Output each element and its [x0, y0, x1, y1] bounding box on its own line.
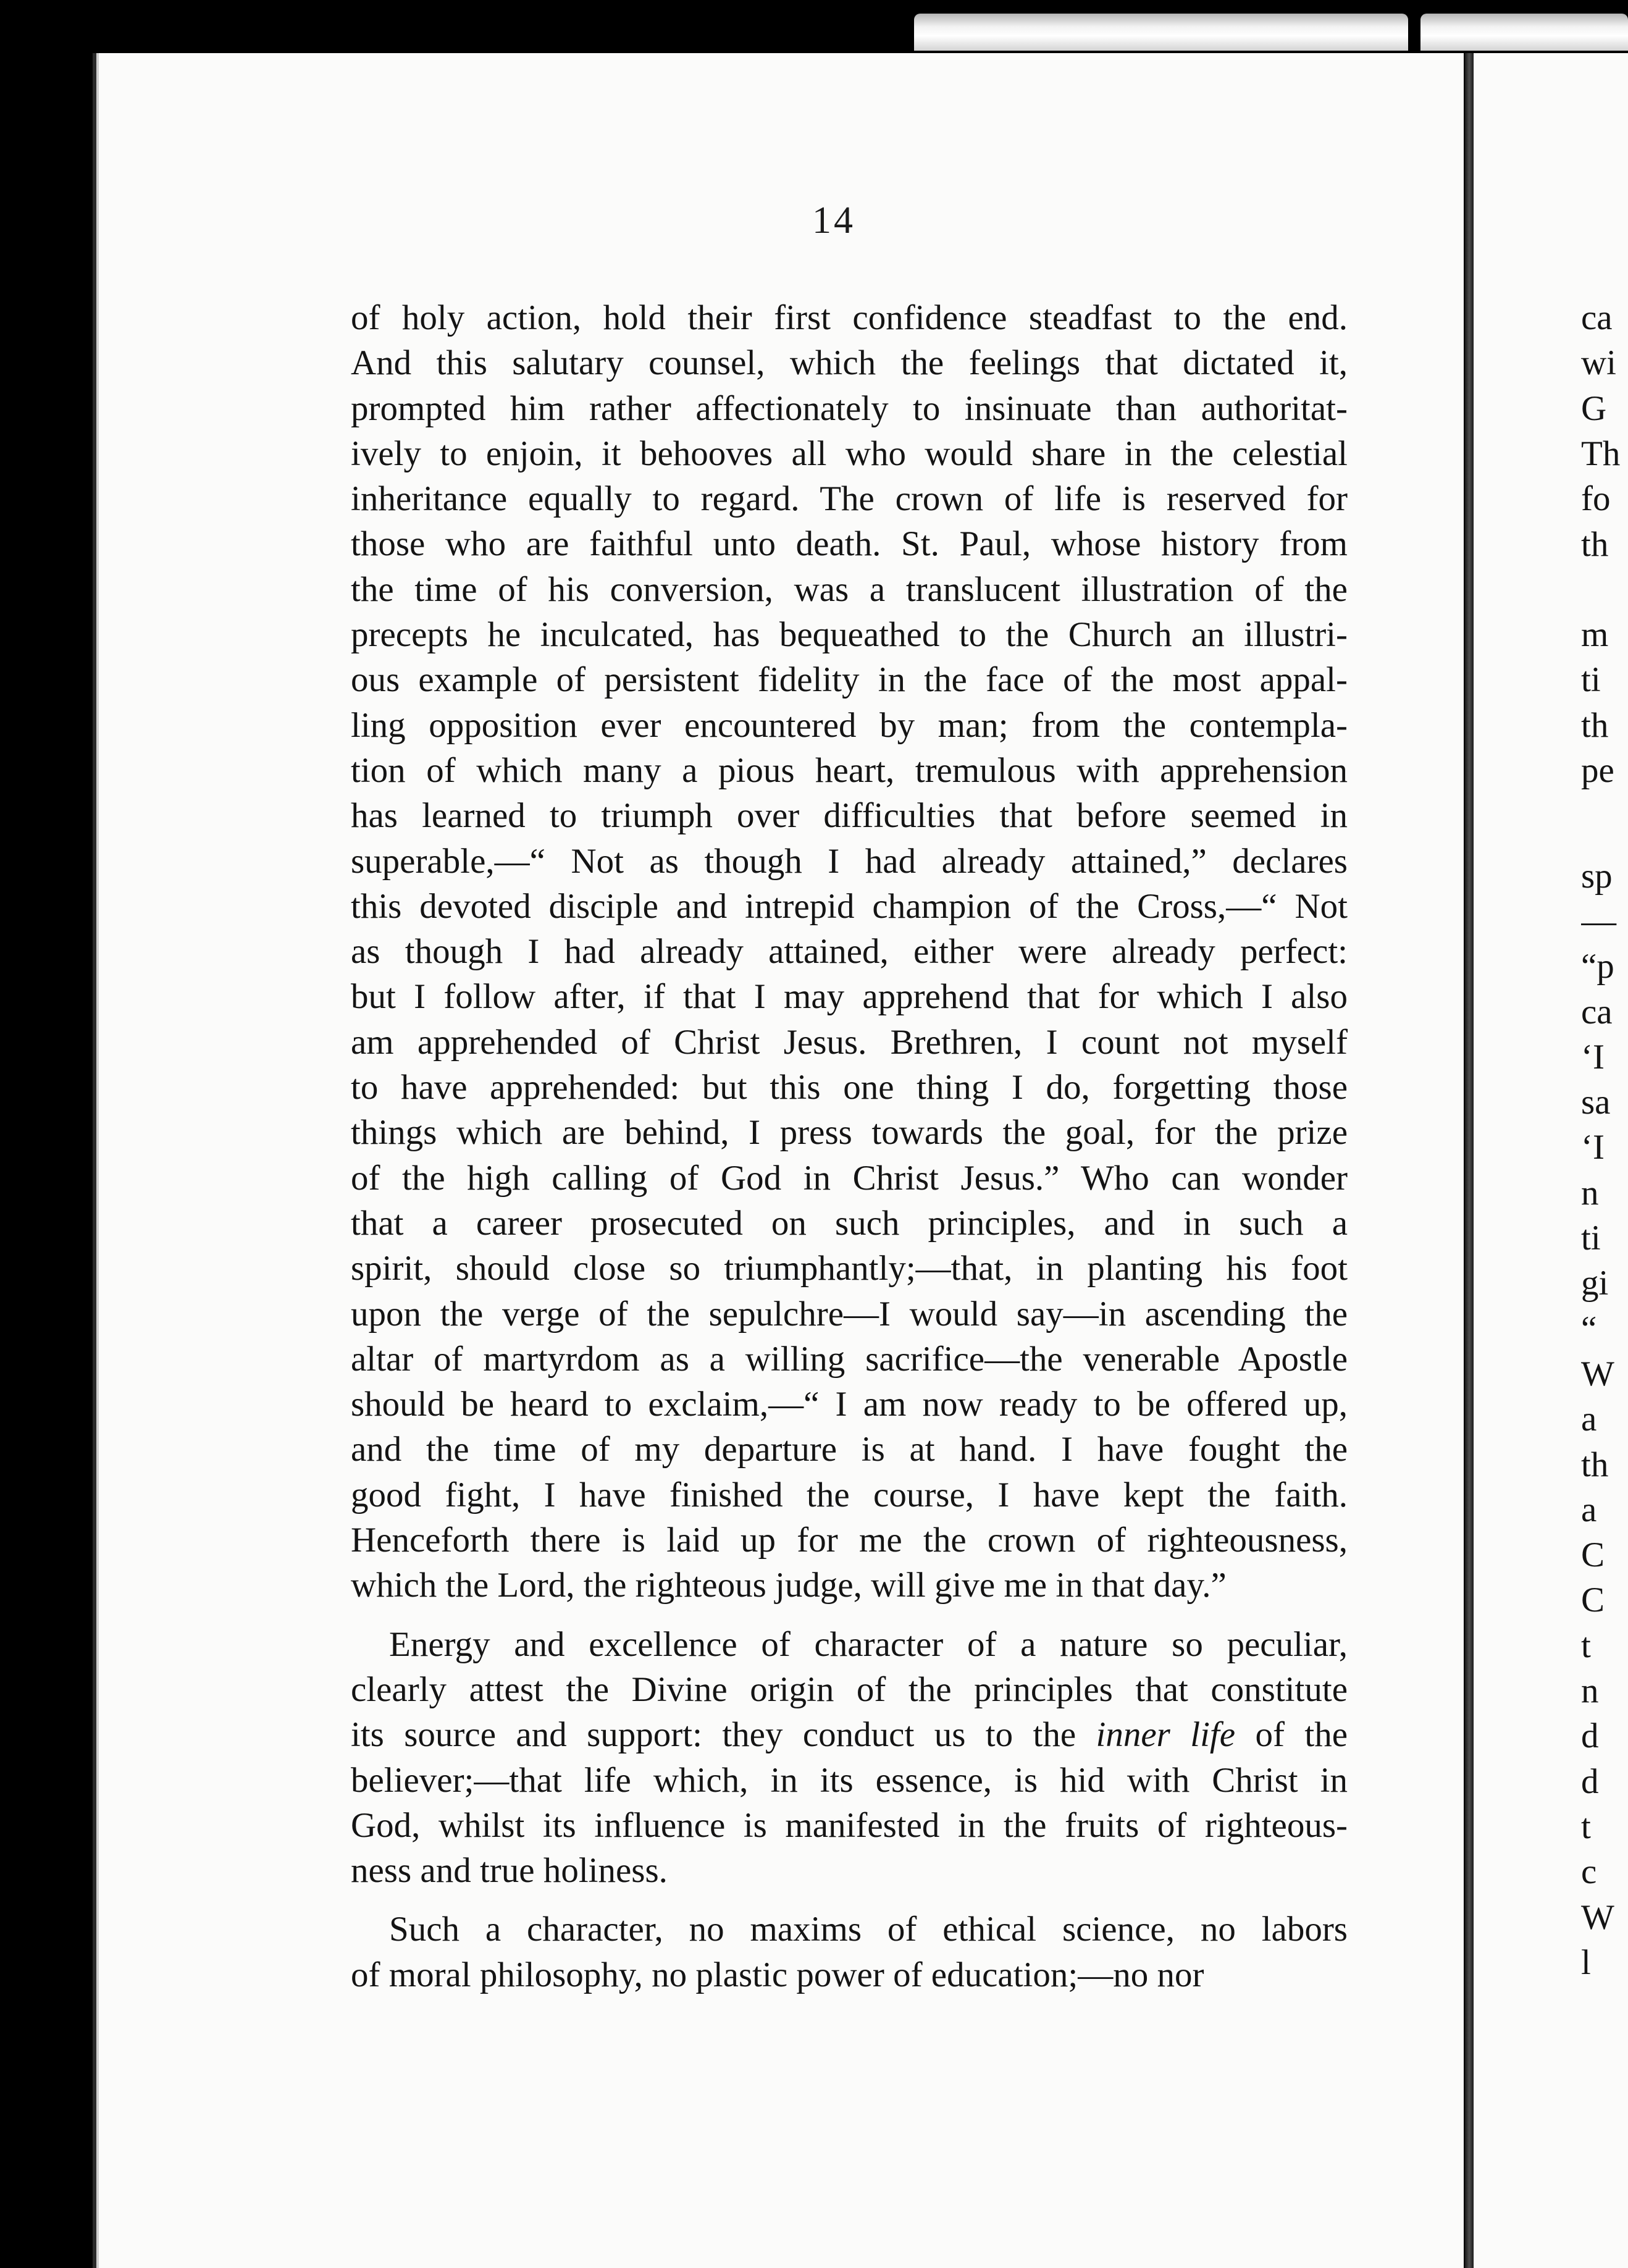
paragraph-gap — [351, 1608, 1348, 1622]
text-line: upon the verge of the sepulchre—I would say—in ascending the — [351, 1294, 1348, 1334]
text-line: clearly attest the Divine origin of the principles that constitute — [351, 1670, 1348, 1709]
text-line: ively to enjoin, it behooves all who would share in the celestial — [351, 434, 1348, 473]
facing-page-fragment: ca — [1581, 992, 1613, 1031]
text-line: God, whilst its influence is manifested in the fruits of righteous- — [351, 1805, 1348, 1845]
facing-page-fragment: a — [1581, 1490, 1597, 1529]
facing-page-fragment: gi — [1581, 1264, 1609, 1303]
text-line: as though I had already attained, either were already perfect: — [351, 932, 1348, 972]
facing-page-fragment: W — [1581, 1354, 1614, 1393]
text-line: but I follow after, if that I may apprehend that for which I also — [351, 977, 1348, 1017]
facing-page-fragment: ‘I — [1581, 1037, 1605, 1077]
text-line: believer;—that life which, in its essence, is hid with Christ in — [351, 1760, 1348, 1800]
facing-page-fragment: — — [1581, 901, 1616, 941]
facing-page-fragment: C — [1581, 1581, 1605, 1620]
text-line: am apprehended of Christ Jesus. Brethren, I count not myself — [351, 1022, 1348, 1062]
text-line: superable,—“ Not as though I had already attained,” declares — [351, 841, 1348, 881]
text-line: ness and true holiness. — [351, 1851, 668, 1891]
text-line: tion of which many a pious heart, tremulous with apprehension — [351, 750, 1348, 790]
facing-page-fragment: ‘I — [1581, 1128, 1605, 1167]
facing-page-fragment: d — [1581, 1716, 1599, 1756]
text-line: prompted him rather affectionately to insinuate than authoritat- — [351, 388, 1348, 428]
facing-page-fragment: “p — [1581, 947, 1614, 986]
text-line: its source and support: they conduct us to the inner life of the — [351, 1715, 1348, 1755]
text-line: precepts he inculcated, has bequeathed to the Church an illustri- — [351, 615, 1348, 655]
facing-page-fragment: ti — [1581, 660, 1601, 700]
text-line: of the high calling of God in Christ Jesus.” Who can wonder — [351, 1158, 1348, 1198]
scanner-bed-edge — [0, 0, 1628, 57]
text-line: inheritance equally to regard. The crown of life is reserved for — [351, 479, 1348, 519]
facing-page-fragment: n — [1581, 1173, 1599, 1212]
paragraph-gap — [351, 1893, 1348, 1907]
text-line: that a career prosecuted on such principles, and in such a — [351, 1203, 1348, 1243]
facing-page-fragment: t — [1581, 1807, 1591, 1846]
facing-page-fragment: th — [1581, 705, 1609, 745]
page-number: 14 — [812, 200, 855, 242]
facing-page-fragment: m — [1581, 615, 1609, 655]
text-line: this devoted disciple and intrepid champion of the Cross,—“ Not — [351, 886, 1348, 926]
text-line: And this salutary counsel, which the feelings that dictated it, — [351, 343, 1348, 383]
facing-page-fragment: t — [1581, 1626, 1591, 1665]
text-line: the time of his conversion, was a translucent illustration of the — [351, 569, 1348, 609]
facing-page-fragment: c — [1581, 1852, 1597, 1892]
facing-page-fragment: Th — [1581, 434, 1621, 473]
text-line: ous example of persistent fidelity in the face of the most appal- — [351, 660, 1348, 700]
text-line: ling opposition ever encountered by man; from the contempla- — [351, 705, 1348, 745]
text-line: to have apprehended: but this one thing I do, forgetting those — [351, 1068, 1348, 1107]
page-edge-tab-right — [1420, 14, 1628, 51]
facing-page-fragment: sp — [1581, 856, 1613, 896]
text-line: which the Lord, the righteous judge, will give me in that day.” — [351, 1566, 1227, 1605]
text-line: should be heard to exclaim,—“ I am now ready to be offered up, — [351, 1385, 1348, 1424]
facing-page-fragment: a — [1581, 1400, 1597, 1439]
text-line: good fight, I have finished the course, I have kept the faith. — [351, 1475, 1348, 1514]
facing-page-fragment: l — [1581, 1942, 1591, 1982]
facing-page-fragment: C — [1581, 1535, 1605, 1575]
facing-page-fragment: th — [1581, 1445, 1609, 1484]
text-line: has learned to triumph over difficulties that before seemed in — [351, 796, 1348, 836]
page-edge-tab-left — [914, 14, 1408, 51]
text-line: Henceforth there is laid up for me the crown of righteousness, — [351, 1521, 1348, 1560]
text-line: altar of martyrdom as a willing sacrifice—the venerable Apostle — [351, 1339, 1348, 1379]
facing-page-fragment: n — [1581, 1671, 1599, 1710]
facing-page-fragment: ca — [1581, 298, 1613, 337]
text-line: Such a character, no maxims of ethical science, no labors — [389, 1910, 1348, 1949]
facing-page-fragment: pe — [1581, 751, 1614, 790]
facing-page-fragment: d — [1581, 1762, 1599, 1801]
facing-page-fragment: fo — [1581, 479, 1611, 519]
facing-page-fragment: wi — [1581, 343, 1616, 383]
facing-page-fragment: “ — [1581, 1309, 1597, 1348]
facing-page-fragment: W — [1581, 1897, 1614, 1937]
text-line: of moral philosophy, no plastic power of education;—no nor — [351, 1955, 1204, 1994]
facing-page-fragment: th — [1581, 524, 1609, 564]
facing-page-fragment: G — [1581, 388, 1607, 428]
text-line: and the time of my departure is at hand. I have fought the — [351, 1430, 1348, 1469]
text-line: of holy action, hold their first confidence steadfast to the end. — [351, 298, 1348, 337]
book-gutter — [1465, 53, 1474, 2268]
page-body-text — [351, 295, 1348, 1997]
text-line: spirit, should close so triumphantly;—that, in planting his foot — [351, 1249, 1348, 1288]
text-line: those who are faithful unto death. St. Paul, whose history from — [351, 524, 1348, 564]
facing-page-fragment: sa — [1581, 1083, 1611, 1122]
facing-page-fragment: ti — [1581, 1219, 1601, 1258]
text-line: things which are behind, I press towards the goal, for the prize — [351, 1113, 1348, 1153]
text-line: Energy and excellence of character of a nature so peculiar, — [389, 1624, 1348, 1664]
